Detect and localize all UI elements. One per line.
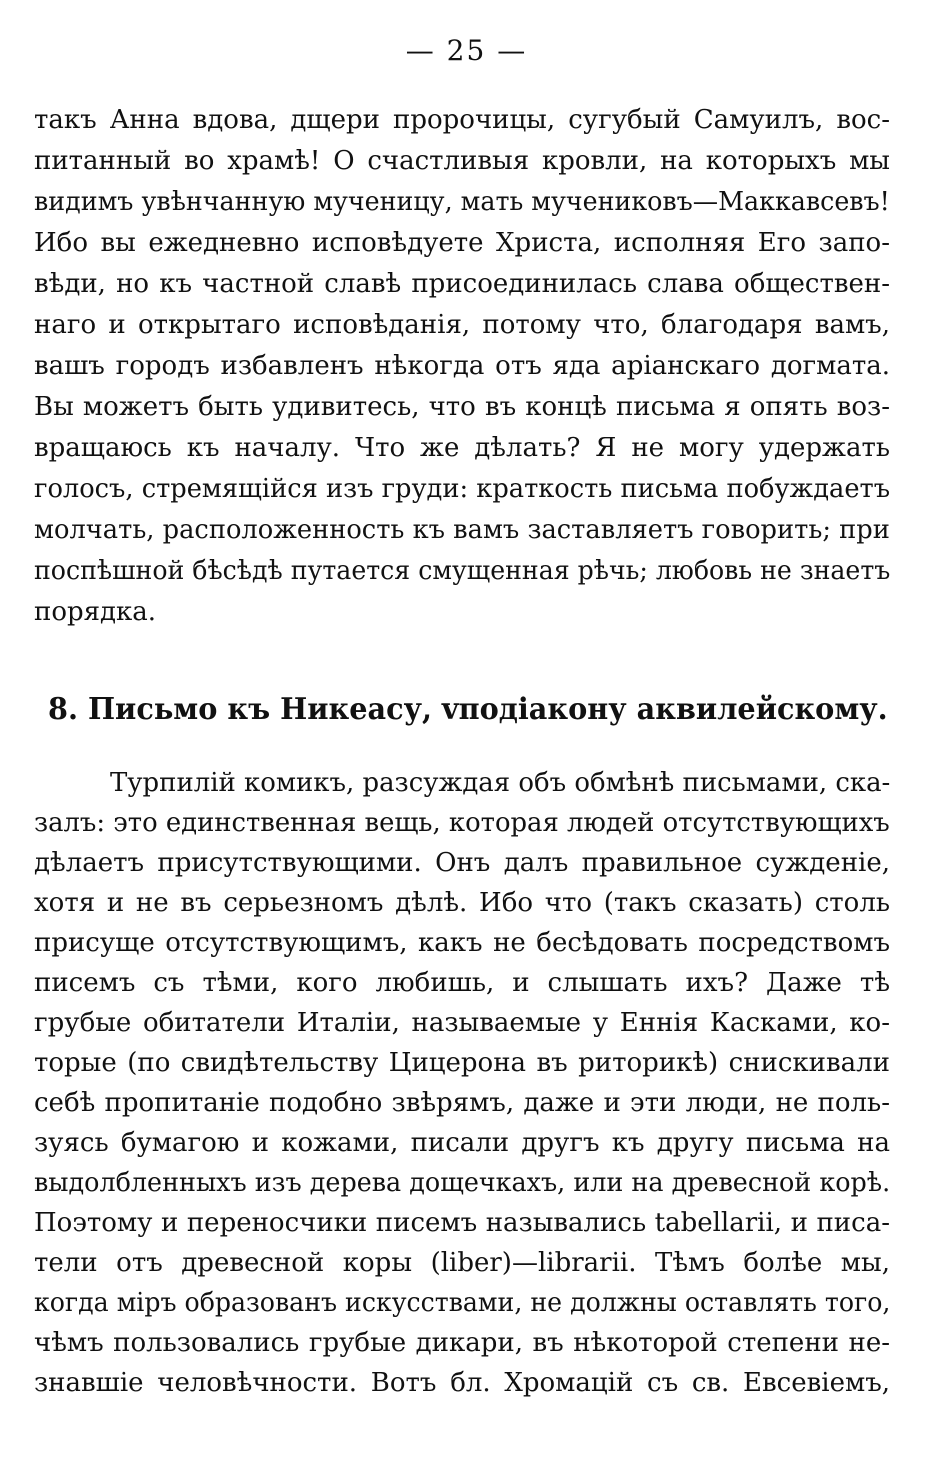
text-line: вѣди, но къ частной славѣ присоединилась слава обществен- bbox=[34, 269, 890, 299]
text-line: Ибо вы ежедневно исповѣдуете Христа, исполняя Его запо- bbox=[34, 228, 890, 258]
text-line: питанный во храмѣ! О счастливыя кровли, на которыхъ мы bbox=[34, 146, 890, 176]
text-line: писемъ съ тѣми, кого любишь, и слышать ихъ? Даже тѣ bbox=[34, 968, 890, 998]
text-line: дѣлаетъ присутствующими. Онъ далъ правильное сужденіе, bbox=[34, 848, 890, 878]
text-line: такъ Анна вдова, дщери пророчицы, сугубый Самуилъ, вос- bbox=[34, 105, 890, 135]
text-line: Вы можетъ быть удивитесь, что въ концѣ письма я опять воз- bbox=[34, 392, 890, 422]
text-line: знавшіе человѣчности. Вотъ бл. Хромацій съ св. Евсевіемъ, bbox=[34, 1368, 890, 1398]
text-line: наго и открытаго исповѣданія, потому что, благодаря вамъ, bbox=[34, 310, 890, 340]
text-line: Поэтому и переносчики писемъ назывались tabellarii, и писа- bbox=[34, 1208, 890, 1238]
text-line: присуще отсутствующимъ, какъ не бесѣдовать посредствомъ bbox=[34, 928, 890, 958]
text-line: тели отъ древесной коры (liber)—librarii. Тѣмъ болѣе мы, bbox=[34, 1248, 890, 1278]
text-line: вашъ городъ избавленъ нѣкогда отъ яда аріанскаго догмата. bbox=[34, 351, 890, 381]
text-line: грубые обитатели Италіи, называемые у Еннія Касками, ко- bbox=[34, 1008, 890, 1038]
text-line: зуясь бумагою и кожами, писали другъ къ другу письма на bbox=[34, 1128, 890, 1158]
text-line: вращаюсь къ началу. Что же дѣлать? Я не могу удержать bbox=[34, 433, 890, 463]
text-line: залъ: это единственная вещь, которая людей отсутствующихъ bbox=[34, 808, 890, 838]
text-line: видимъ увѣнчанную мученицу, мать мучениковъ—Маккавсевъ! bbox=[34, 187, 890, 217]
text-line: чѣмъ пользовались грубые дикари, въ нѣкоторой степени не- bbox=[34, 1328, 890, 1358]
text-line: торые (по свидѣтельству Цицерона въ риторикѣ) снискивали bbox=[34, 1048, 890, 1078]
text-line: порядка. bbox=[34, 597, 157, 627]
text-line: хотя и не въ серьезномъ дѣлѣ. Ибо что (такъ сказать) столь bbox=[34, 888, 890, 918]
text-line: выдолбленныхъ изъ дерева дощечкахъ, или на древесной корѣ. bbox=[34, 1168, 890, 1198]
text-line: голосъ, стремящійся изъ груди: краткость письма побуждаетъ bbox=[34, 474, 890, 504]
text-line: когда міръ образованъ искусствами, не должны оставлять того, bbox=[34, 1288, 890, 1318]
text-line: себѣ пропитаніе подобно звѣрямъ, даже и эти люди, не поль- bbox=[34, 1088, 890, 1118]
section-heading: 8. Письмо къ Никеасу, vподіакону аквилейскому. bbox=[48, 692, 888, 727]
page-number: — 25 — bbox=[405, 34, 528, 67]
text-line: поспѣшной бѣсѣдѣ путается смущенная рѣчь; любовь не знаетъ bbox=[34, 556, 890, 586]
text-line: Турпилій комикъ, разсуждая объ обмѣнѣ письмами, ска- bbox=[110, 768, 890, 798]
text-line: молчать, расположенность къ вамъ заставляетъ говорить; при bbox=[34, 515, 890, 545]
